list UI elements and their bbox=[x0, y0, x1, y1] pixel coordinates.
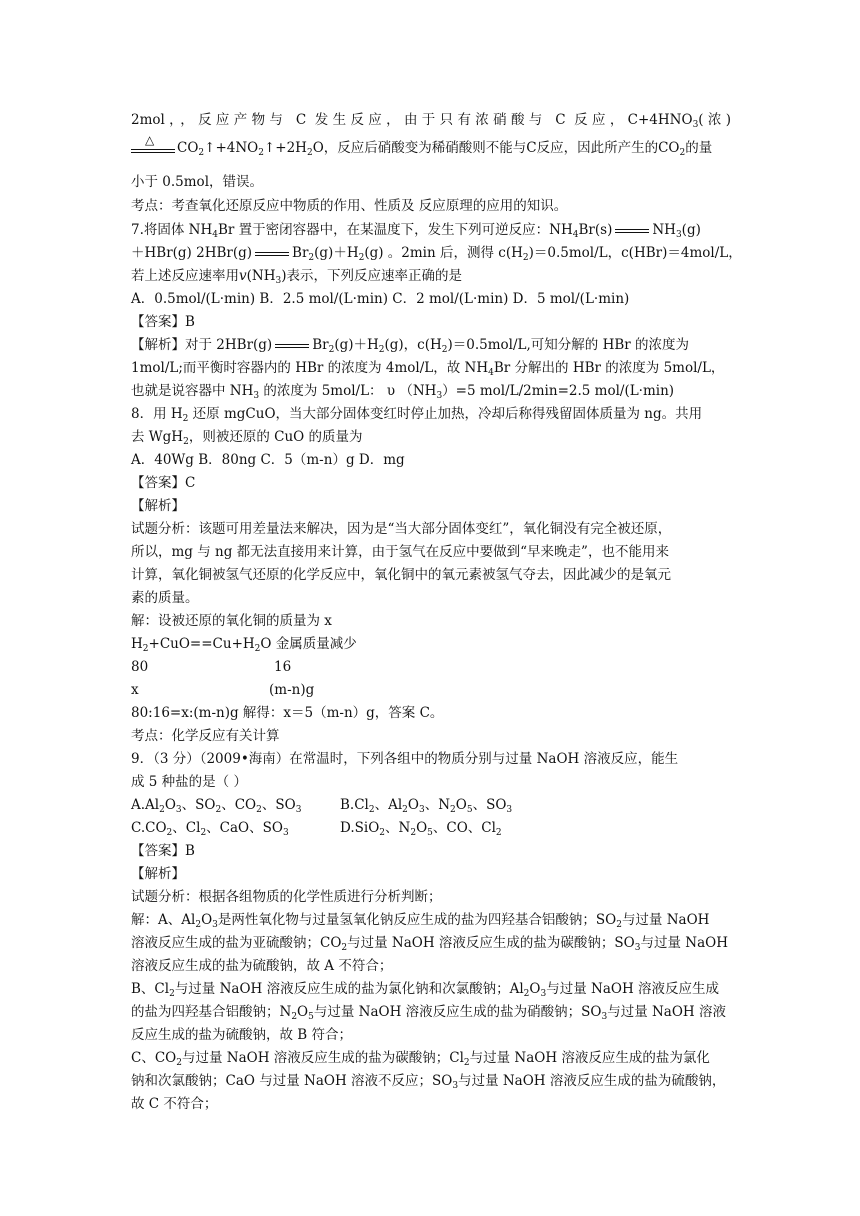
text-line: 小于 0.5mol，错误。 bbox=[131, 174, 264, 190]
text-line: 【答案】C bbox=[131, 475, 196, 491]
text-line: B、$Cl_2$与过量 NaOH 溶液反应生成的盐为氯化钠和次氯酸钠；$Al_2O_3$与过量 NaOH 溶液反应生成 bbox=[131, 981, 720, 999]
text-line: 的盐为四羟基合铝酸钠；$N_2O_5$与过量 NaOH 溶液反应生成的盐为硝酸钠；$SO_3$与过量 NaOH 溶液 bbox=[131, 1004, 726, 1022]
text-line: 考点：考查氧化还原反应中物质的作用、性质及 反应原理的应用的知识。 bbox=[131, 198, 568, 214]
text-line: 溶液反应生成的盐为硫酸钠，故 A 不符合； bbox=[131, 958, 393, 974]
text-line: 【解析】对于 2HBr(g) $Br_2(g)+H_2(g)$，$c(H_2)=0.5mol/L$,可知分解的 HBr 的浓度为 bbox=[131, 337, 690, 355]
text-line: 【解析】 bbox=[131, 866, 185, 882]
text-line: 9．（3 分）（2009•海南）在常温时，下列各组中的物质分别与过量 NaOH 溶液反应，能生 bbox=[131, 751, 679, 767]
text-line: 试题分析：根据各组物质的化学性质进行分析判断； bbox=[131, 889, 442, 905]
text-line: A．0.5mol/(L·min) B．2.5 mol/(L·min) C．2 mol/(L·min) D．5 mol/(L·min) bbox=[131, 291, 630, 307]
text-line: 素的质量。 bbox=[131, 590, 199, 606]
text-line: 1mol/L;而平衡时容器内的 HBr 的浓度为 4mol/L，故 $NH_4Br$ 分解出的 HBr 的浓度为 5mol/L， bbox=[131, 360, 725, 378]
text-line: 80 16 bbox=[131, 659, 292, 675]
text-line: 【答案】B bbox=[131, 843, 195, 859]
text-line: 故 C 不符合； bbox=[131, 1096, 218, 1112]
text-line: 解：设被还原的氧化铜的质量为 x bbox=[131, 613, 332, 629]
text-line: △ $CO_2↑+4NO_2↑+2H_2O$，反应后硝酸变为稀硝酸则不能与C反应，因此所产生的$CO_2$的量 bbox=[131, 134, 731, 160]
reversible-arrow-icon bbox=[615, 226, 649, 236]
text-line: 钠和次氯酸钠；CaO 与过量 NaOH 溶液不反应；$SO_3$与过量 NaOH 溶液反应生成的盐为硫酸钠， bbox=[131, 1073, 726, 1091]
text-line: A．40Wg B．80ng C．5（m-n）g D．mg bbox=[131, 452, 405, 468]
text-line: 试题分析：该题可用差量法来解决，因为是“当大部分固体变红”，氧化铜没有完全被还原， bbox=[131, 521, 672, 537]
text-line: 80:16=x:(m-n)g 解得：x＝5（m-n）g，答案 C。 bbox=[131, 705, 444, 721]
text-line: 解：A、$Al_2O_3$是两性氧化物与过量氢氧化钠反应生成的盐为四羟基合铝酸钠；$SO_2$与过量 NaOH bbox=[131, 912, 710, 930]
text-line: 考点：化学反应有关计算 bbox=[131, 728, 280, 744]
text-line: 成 5 种盐的是（ ） bbox=[131, 774, 247, 790]
text-line: 去 WgH$_2$，则被还原的 CuO 的质量为 bbox=[131, 429, 363, 447]
text-line: x (m-n)g bbox=[131, 682, 315, 698]
text-line: C、$CO_2$与过量 NaOH 溶液反应生成的盐为碳酸钠；$Cl_2$与过量 NaOH 溶液反应生成的盐为氯化 bbox=[131, 1050, 710, 1068]
text-line: 计算，氧化铜被氢气还原的化学反应中，氧化铜中的氧元素被氢气夺去，因此减少的是氧元 bbox=[131, 567, 671, 583]
option-line: $C.CO_2$、$Cl_2$、CaO、$SO_3$ D.SiO$_2$、$N_2O_5$、CO、$Cl_2$ bbox=[131, 820, 502, 838]
text-line: 7.将固体 $NH_4Br$ 置于密闭容器中，在某温度下，发生下列可逆反应：$NH_4Br(s)$ $NH_3(g)$ bbox=[131, 222, 701, 240]
text-line: ＋HBr(g) 2HBr(g) $Br_2(g)+H_2(g)$ 。2min 后，测得 $c(H_2)=0.5mol/L$，c(HBr)＝4mol/L， bbox=[131, 245, 742, 263]
text-line: 【解析】 bbox=[131, 498, 185, 514]
text-line: 溶液反应生成的盐为亚硫酸钠；$CO_2$与过量 NaOH 溶液反应生成的盐为碳酸钠；$SO_3$与过量 NaOH bbox=[131, 935, 728, 953]
text-line: 8．用 $H_2$ 还原 mgCuO，当大部分固体变红时停止加热，冷却后称得残留固体质量为 ng。共用 bbox=[131, 406, 703, 424]
heat-equals-sign: △ bbox=[131, 134, 175, 158]
text-line: 所以，mg 与 ng 都无法直接用来计算，由于氢气在反应中要做到“早来晚走”，也不能用来 bbox=[131, 544, 669, 560]
reversible-arrow-icon bbox=[275, 341, 309, 351]
reversible-arrow-icon bbox=[255, 249, 289, 259]
text-line: $H_2+CuO==Cu+H_2O$ 金属质量减少 bbox=[131, 636, 357, 654]
option-line: $A.Al_2O_3$、$SO_2$、$CO_2$、$SO_3$ $B.Cl_2$、$Al_2O_3$、$N_2O_5$、$SO_3$ bbox=[131, 797, 513, 815]
text-line: 若上述反应速率用$v(NH_3)$表示，下列反应速率正确的是 bbox=[131, 268, 463, 286]
text-line: 2mol，，反应产物与 C 发生反应，由于只有浓硝酸与 C 反应，$C+4HNO_3$(浓) bbox=[131, 112, 731, 130]
text-line: 也就是说容器中 $NH_3$ 的浓度为 5mol/L： υ $(NH_3)=5$ mol/L/2min=2.5 mol/(L·min) bbox=[131, 383, 675, 401]
text-line: 反应生成的盐为硫酸钠，故 B 符合； bbox=[131, 1027, 353, 1043]
text-line: 【答案】B bbox=[131, 314, 195, 330]
